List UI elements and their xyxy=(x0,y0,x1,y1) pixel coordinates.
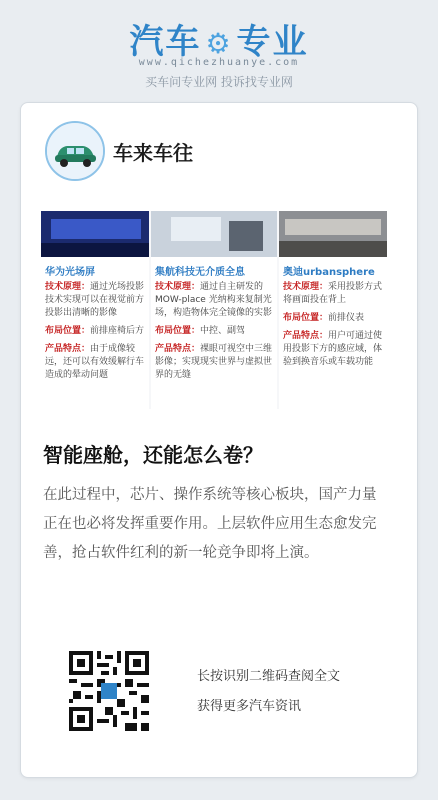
row-key: 布局位置： xyxy=(45,326,91,336)
brand-logo xyxy=(0,14,438,63)
gear-icon: ⚙ xyxy=(205,27,233,60)
row-value: 前排座椅后方 xyxy=(90,326,145,336)
preview-panel-huawei xyxy=(41,211,149,409)
row-key: 技术原理： xyxy=(45,282,91,292)
brand-text-right: 专业 xyxy=(236,22,309,62)
interior-photo-icon xyxy=(279,211,387,257)
site-tagline: 买车问专业网 投诉找专业网 xyxy=(145,75,293,89)
row-key: 技术原理： xyxy=(283,282,329,292)
row-value: 用户可通过使用投影下方的感应域，体验到换音乐或车载功能 xyxy=(283,331,383,367)
article-preview-image xyxy=(41,211,387,409)
preview-panel-title: 集航科技无介质全息 xyxy=(155,267,245,278)
article-card[interactable] xyxy=(20,102,418,778)
row-value: 通过光场投影技术实现可以在视觉前方投影出清晰的影像 xyxy=(45,282,145,318)
brand-text-left: 汽车 xyxy=(129,22,202,62)
car-avatar-icon xyxy=(45,121,105,181)
qr-caption-2: 获得更多汽车资讯 xyxy=(197,699,302,714)
qr-caption-1: 长按识别二维码查阅全文 xyxy=(197,669,341,684)
preview-panel-title: 华为光场屏 xyxy=(45,267,95,278)
row-value: 前排仪表 xyxy=(328,313,365,323)
article-heading: 智能座舱，还能怎么卷？ xyxy=(43,443,263,467)
row-value: 采用投影方式将画面投在背上 xyxy=(283,282,383,305)
cockpit-photo-icon xyxy=(41,211,149,257)
site-header xyxy=(0,0,438,100)
row-key: 技术原理： xyxy=(155,282,201,292)
hologram-photo-icon xyxy=(151,211,277,257)
qr-code-icon[interactable] xyxy=(69,651,149,731)
preview-panel-title: 奥迪urbansphere xyxy=(283,267,375,278)
article-summary: 在此过程中，芯片、操作系统等核心板块，国产力量正在也必将发挥重要作用。上层软件应用生态愈发完善，抢占软件红利的新一轮竞争即将上演。 xyxy=(43,487,377,561)
account-name: 车来车往 xyxy=(113,141,193,165)
row-value: 中控、副驾 xyxy=(200,326,246,336)
row-key: 布局位置： xyxy=(155,326,201,336)
row-value: 由于成像较远，还可以有效缓解行车造成的晕动问题 xyxy=(45,344,145,380)
row-value: 裸眼可视空中三维影像；实现现实世界与虚拟世界的无缝 xyxy=(155,344,273,380)
row-key: 布局位置： xyxy=(283,313,329,323)
row-key: 产品特点： xyxy=(155,344,201,354)
row-key: 产品特点： xyxy=(45,344,91,354)
site-domain: www.qichezhuanye.com xyxy=(138,57,300,68)
row-value: 通过自主研发的MOW-place 光纳构来复制光场，构造物体完全镜像的实影 xyxy=(155,282,273,318)
preview-panel-hologram xyxy=(151,211,277,409)
row-key: 产品特点： xyxy=(283,331,329,341)
preview-panel-audi xyxy=(279,211,387,409)
